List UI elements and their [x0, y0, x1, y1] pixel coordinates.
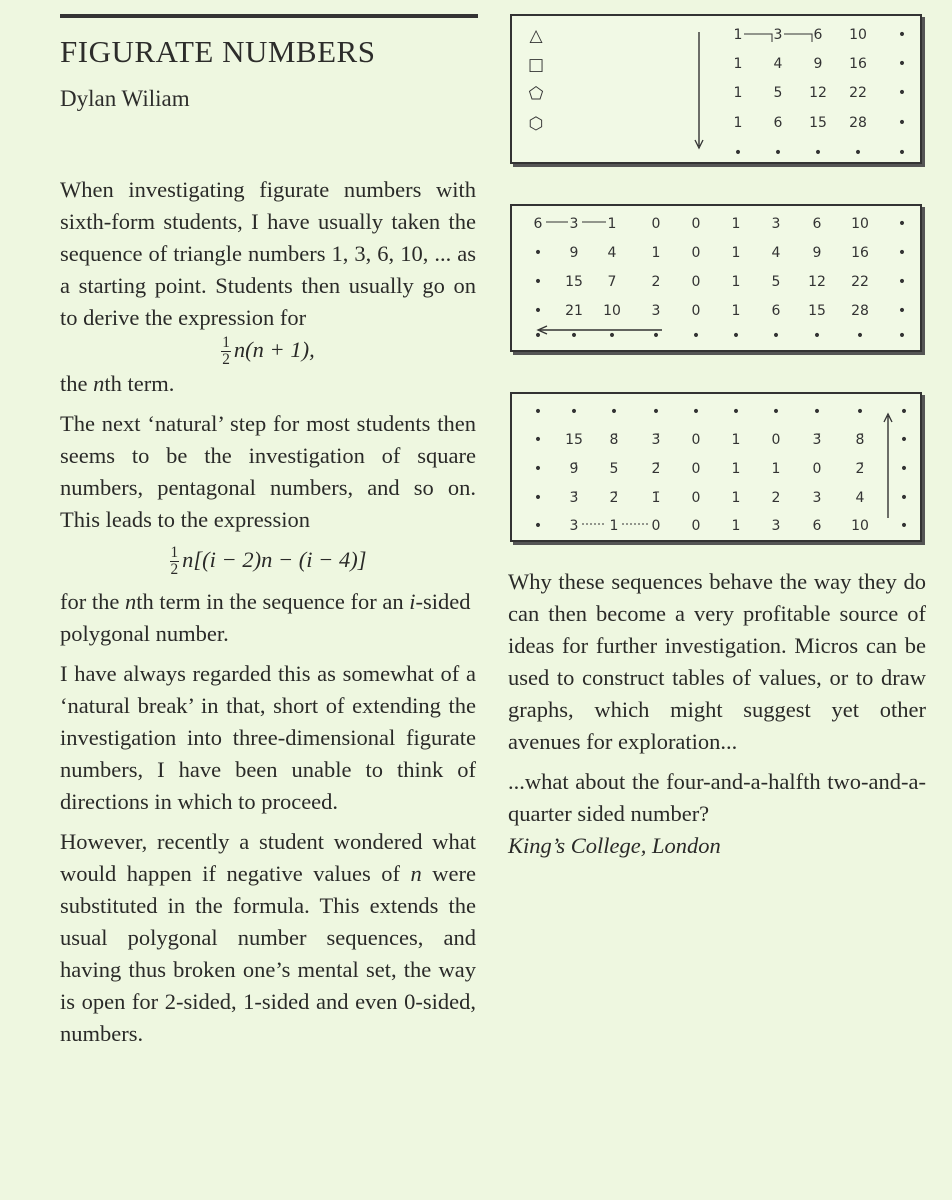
- table-3-cell: 2̄: [651, 461, 661, 477]
- table-2-cell: 4: [771, 245, 781, 261]
- table-2-cell: 5: [771, 274, 781, 290]
- table-3-cell: 9̄: [569, 461, 579, 477]
- paragraph-1b: the nth term.: [60, 370, 175, 396]
- table-1-cell: •: [897, 115, 907, 131]
- table-1-cell: 4: [773, 56, 783, 72]
- table-2-cell: 1: [607, 216, 617, 232]
- table-1-cell: 16: [849, 56, 867, 72]
- paragraph-2: The next ‘natural’ step for most students then seems to be the investigation of square numbers, pentagonal numbers, and so on. This leads to the expression: [60, 410, 476, 532]
- table-2-cell: 3: [771, 216, 781, 232]
- table-1-cell: •: [897, 85, 907, 101]
- paragraph-4: I have always regarded this as somewhat of a ‘natural break’ in that, short of extending the investigation into three-dimensional figurate numbers, I have been unable to think of directions in which to proceed.: [60, 660, 476, 814]
- table-3-cell: •: [533, 518, 543, 534]
- table-1-cell: 9: [813, 56, 823, 72]
- table-2-cell: •: [533, 274, 543, 290]
- table-1-cell: 10: [849, 27, 867, 43]
- table-2-cell: •: [607, 328, 617, 344]
- table-3-cell: 3: [812, 490, 822, 506]
- table-3-cell: 3: [569, 518, 579, 534]
- table-3-cell: •: [691, 404, 701, 420]
- table-3-cell: •: [899, 404, 909, 420]
- table-1-box: [510, 14, 922, 164]
- table-2-cell: 10: [603, 303, 621, 319]
- table-2-cell: •: [651, 328, 661, 344]
- table-2-cell: •: [855, 328, 865, 344]
- table-3-cell: 0: [812, 461, 822, 477]
- table-2-cell: 0: [651, 216, 661, 232]
- table-2-cell: 22: [851, 274, 869, 290]
- table-2-cell: 15: [808, 303, 826, 319]
- table-2-cell: 1: [731, 245, 741, 261]
- shape-3-icon: ⬡: [528, 114, 544, 134]
- table-1: [512, 16, 920, 162]
- table-3-cell: 3̄: [569, 490, 579, 506]
- paragraph-3: for the nth term in the sequence for an i-sided polygonal number.: [60, 588, 471, 646]
- table-3-cell: •: [771, 404, 781, 420]
- paragraph-6: Why these sequences behave the way they do can then become a very profitable source of ideas for further investigation. Micros can be used to construct tables of values, or to draw graphs, which might suggest yet other avenues for exploration...: [508, 569, 926, 754]
- table-1-cell: •: [773, 145, 783, 161]
- table-2-cell: 16: [851, 245, 869, 261]
- table-3-cell: •: [533, 490, 543, 506]
- table-2-cell: •: [771, 328, 781, 344]
- article-title: FIGURATE NUMBERS: [60, 34, 376, 69]
- table-2-cell: 1: [651, 245, 661, 261]
- table-2-cell: 0: [691, 245, 701, 261]
- formula-2: $\frac{1}{2}$ n[(i − 2)n − (i − 4)]: [170, 543, 367, 578]
- table-2-cell: 2: [651, 274, 661, 290]
- table-3-cell: •: [899, 518, 909, 534]
- table-2-cell: 0: [691, 216, 701, 232]
- table-2-cell: •: [812, 328, 822, 344]
- table-3-cell: 15̄: [565, 432, 583, 448]
- table-3-cell: 1: [731, 461, 741, 477]
- table-1-cell: •: [733, 145, 743, 161]
- table-3-cell: •: [731, 404, 741, 420]
- shape-0-icon: △: [529, 26, 543, 46]
- table-1-cell: •: [897, 145, 907, 161]
- table-3-cell: 1: [731, 432, 741, 448]
- table-2-cell: •: [533, 245, 543, 261]
- table-2-cell: •: [897, 274, 907, 290]
- table-3-cell: •: [855, 404, 865, 420]
- table-2-cell: •: [897, 245, 907, 261]
- table-3-cell: 3̄: [651, 432, 661, 448]
- table-3-cell: •: [651, 404, 661, 420]
- table-1-cell: •: [897, 56, 907, 72]
- table-2-cell: •: [691, 328, 701, 344]
- table-2-cell: 7: [607, 274, 617, 290]
- table-3-cell: 8̄: [855, 432, 865, 448]
- table-1-cell: 15: [809, 115, 827, 131]
- table-3-cell: 2̄: [855, 461, 865, 477]
- table-2-cell: 1: [731, 303, 741, 319]
- table-3: [512, 394, 920, 540]
- table-3-cell: •: [609, 404, 619, 420]
- table-3-cell: •: [812, 404, 822, 420]
- paragraph-1: When investigating figurate numbers with sixth-form students, I have usually taken the sequence of triangle numbers 1, 3, 6, 10, ... as a starting point. Students then usually go on to derive the expression for: [60, 177, 476, 330]
- table-1-cell: 6: [813, 27, 823, 43]
- table-3-cell: •: [533, 404, 543, 420]
- table-3-cell: •: [533, 461, 543, 477]
- affiliation: King’s College, London: [508, 833, 721, 858]
- table-3-cell: 3̄: [812, 432, 822, 448]
- table-2-cell: 10: [851, 216, 869, 232]
- table-2-cell: •: [533, 328, 543, 344]
- table-2-cell: •: [731, 328, 741, 344]
- table-2-cell: 12: [808, 274, 826, 290]
- table-2-cell: •: [897, 328, 907, 344]
- table-3-cell: 8̄: [609, 432, 619, 448]
- right-column: [508, 566, 926, 862]
- table-3-cell: 2: [771, 490, 781, 506]
- table-2-cell: 0: [691, 303, 701, 319]
- table-2-cell: •: [897, 216, 907, 232]
- table-3-cell: •: [899, 490, 909, 506]
- table-2-cell: 6: [533, 216, 543, 232]
- table-1-cell: 1: [733, 85, 743, 101]
- table-3-cell: 5̄: [609, 461, 619, 477]
- table-3-cell: 1̄: [651, 490, 661, 506]
- top-rule: [60, 14, 478, 18]
- table-1-cell: •: [897, 27, 907, 43]
- table-3-cell: 0: [691, 432, 701, 448]
- table-3-cell: 3: [771, 518, 781, 534]
- table-3-cell: 6: [812, 518, 822, 534]
- table-1-cell: 22: [849, 85, 867, 101]
- table-3-cell: 1: [609, 518, 619, 534]
- table-1-cell: 1: [733, 27, 743, 43]
- table-2-cell: 21: [565, 303, 583, 319]
- table-1-cell: 1: [733, 56, 743, 72]
- table-1-link-1: [784, 34, 812, 42]
- shape-1-icon: □: [527, 55, 545, 75]
- table-2-cell: 15: [565, 274, 583, 290]
- table-3-cell: 0: [771, 432, 781, 448]
- table-2-cell: 0: [691, 274, 701, 290]
- table-3-cell: •: [569, 404, 579, 420]
- table-2-cell: 9: [569, 245, 579, 261]
- table-3-cell: 4: [855, 490, 865, 506]
- table-1-cell: 3: [773, 27, 783, 43]
- shape-2-icon: ⬠: [528, 84, 544, 104]
- table-2-cell: 4: [607, 245, 617, 261]
- table-3-cell: 2̄: [609, 490, 619, 506]
- table-2-cell: 1: [731, 216, 741, 232]
- table-1-cell: 5: [773, 85, 783, 101]
- table-3-cell: 1: [771, 461, 781, 477]
- table-3-cell: 0: [691, 461, 701, 477]
- table-3-cell: 0: [691, 490, 701, 506]
- table-3-cell: 0: [691, 518, 701, 534]
- table-3-cell: 0: [651, 518, 661, 534]
- left-column: [60, 174, 476, 1050]
- table-3-cell: 1: [731, 518, 741, 534]
- table-3-cell: 10: [851, 518, 869, 534]
- fraction-half: $\frac{1}{2}$: [222, 333, 230, 368]
- table-1-cell: •: [853, 145, 863, 161]
- table-1-cell: 1: [733, 115, 743, 131]
- table-3-cell: 1: [731, 490, 741, 506]
- table-3-cell: •: [899, 461, 909, 477]
- paragraph-5: However, recently a student wondered what would happen if negative values of n were substituted in the formula. This extends the usual polygonal number sequences, and having thus broken one’s mental set, the way is open for 2-sided, 1-sided and even 0-sided, numbers.: [60, 828, 476, 1046]
- table-3-cell: •: [533, 432, 543, 448]
- fraction-half: $\frac{1}{2}$: [170, 543, 179, 578]
- table-2-cell: •: [569, 328, 579, 344]
- formula-1: $\frac{1}{2}$ n(n + 1),: [222, 333, 315, 368]
- table-2-box: [510, 204, 922, 352]
- table-3-box: [510, 392, 922, 542]
- table-2: [512, 206, 920, 350]
- table-1-cell: 6: [773, 115, 783, 131]
- author-name: Dylan Wiliam: [60, 86, 190, 111]
- table-1-cell: 28: [849, 115, 867, 131]
- table-2-cell: 3: [651, 303, 661, 319]
- table-2-cell: 6: [812, 216, 822, 232]
- paragraph-7: ...what about the four-and-a-halfth two-and-a-quarter sided number?: [508, 769, 926, 826]
- table-2-cell: 3: [569, 216, 579, 232]
- table-1-cell: 12: [809, 85, 827, 101]
- table-2-cell: 6: [771, 303, 781, 319]
- table-2-cell: •: [533, 303, 543, 319]
- table-3-cell: •: [899, 432, 909, 448]
- table-2-cell: •: [897, 303, 907, 319]
- table-2-cell: 28: [851, 303, 869, 319]
- table-1-cell: •: [813, 145, 823, 161]
- table-1-link-0: [744, 34, 772, 42]
- table-2-cell: 1: [731, 274, 741, 290]
- table-2-cell: 9: [812, 245, 822, 261]
